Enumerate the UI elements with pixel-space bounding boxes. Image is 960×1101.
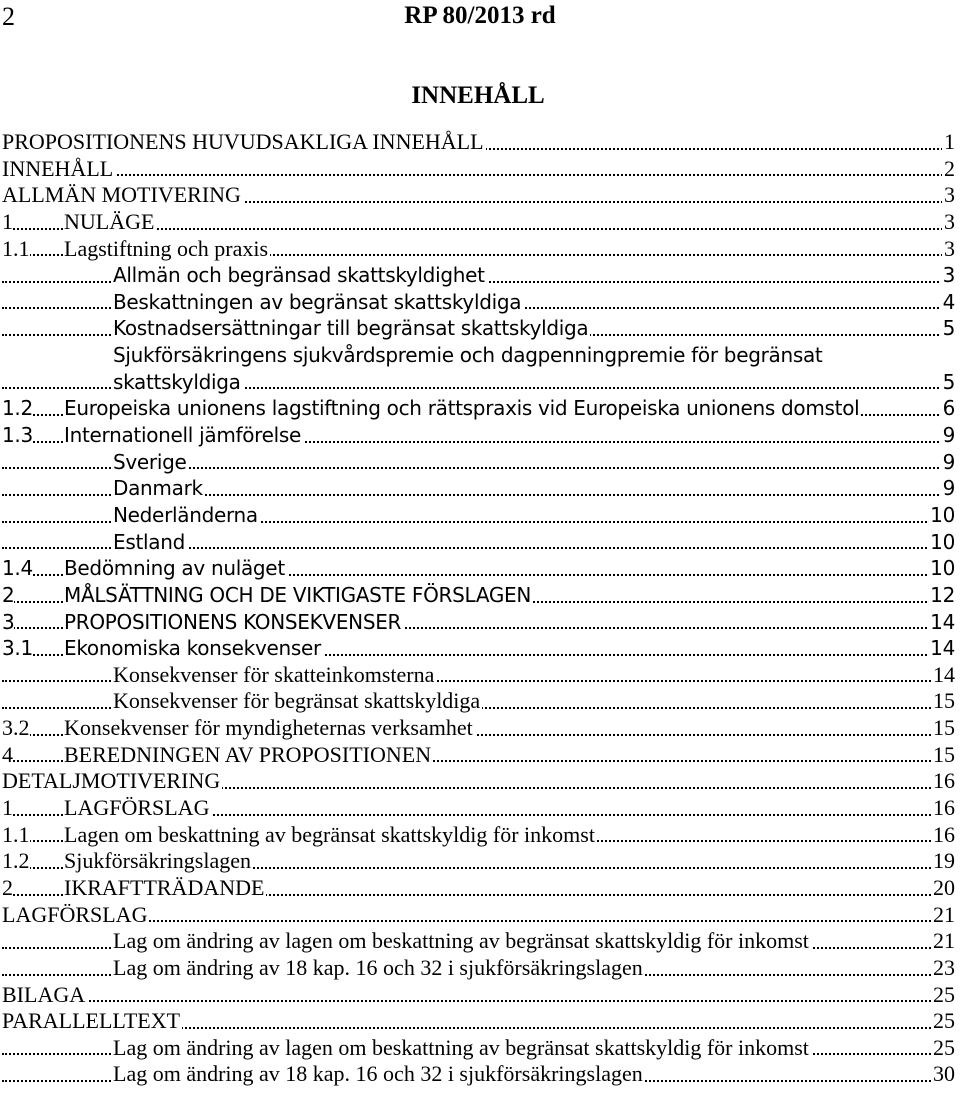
toc-entry-number: 1.1: [2, 821, 30, 847]
toc-entry-page: 9: [942, 476, 955, 501]
toc-entry-page: 14: [930, 609, 955, 634]
toc-entry[interactable]: [2, 502, 955, 529]
toc-entry[interactable]: [2, 262, 955, 289]
toc-entry[interactable]: [2, 529, 955, 556]
toc-entry-title: Allmän och begränsad skattskyldighet: [113, 263, 485, 288]
toc-entry[interactable]: [2, 182, 955, 209]
toc-entry-title: Sjukförsäkringslagen: [64, 848, 251, 874]
toc-entry-page: 10: [930, 502, 955, 527]
toc-entry-page: 25: [933, 1034, 955, 1060]
page-number: 2: [2, 2, 15, 31]
toc-entry[interactable]: [2, 555, 955, 582]
toc-entry-page: 30: [933, 1061, 955, 1087]
toc-entry[interactable]: [2, 315, 955, 342]
toc-entry-title: MÅLSÄTTNING OCH DE VIKTIGASTE FÖRSLAGEN: [64, 582, 532, 607]
toc-entry-number: 1.2: [2, 396, 33, 421]
toc-entry-number: 4: [2, 741, 13, 767]
toc-entry-page: 3: [944, 235, 955, 261]
toc-entry-title: PROPOSITIONENS KONSEKVENSER: [64, 609, 402, 634]
toc-entry-page: 4: [942, 289, 955, 314]
toc-entry[interactable]: [2, 1008, 955, 1035]
toc-entry-page: 2: [944, 155, 955, 181]
toc-entry[interactable]: [2, 156, 955, 183]
toc-entry[interactable]: [2, 662, 955, 689]
toc-entry-page: 25: [933, 981, 955, 1007]
toc-entry[interactable]: [2, 768, 955, 795]
toc-entry[interactable]: [2, 236, 955, 263]
toc-entry[interactable]: [2, 422, 955, 449]
dot-leader: [2, 174, 955, 176]
toc-entry-page: 9: [942, 449, 955, 474]
toc-entry[interactable]: [2, 795, 955, 822]
toc-entry-page: 10: [930, 529, 955, 554]
toc-entry-number: 2: [2, 582, 15, 607]
toc-entry-title: LAGFÖRSLAG: [2, 901, 148, 927]
toc-entry-page: 5: [942, 369, 955, 394]
toc-entry-title: Ekonomiska konsekvenser: [64, 636, 321, 661]
toc-entry[interactable]: [2, 395, 955, 422]
toc-entry[interactable]: [2, 848, 955, 875]
toc-entry-title: Lagstiftning och praxis: [64, 235, 269, 261]
dot-leader: [2, 1000, 955, 1002]
toc-entry[interactable]: [2, 289, 955, 316]
toc-entry-page: 9: [942, 423, 955, 448]
toc-entry-page: 14: [930, 636, 955, 661]
toc-entry-page: 5: [942, 316, 955, 341]
toc-entry-page: 1: [944, 129, 955, 154]
toc-entry[interactable]: [2, 1061, 955, 1088]
toc-entry[interactable]: [2, 369, 955, 396]
toc-entry-title: Sjukförsäkringens sjukvårdspremie och dagpenningpremie för begränsat: [113, 343, 823, 368]
toc-entry-title: Lag om ändring av 18 kap. 16 och 32 i sjukförsäkringslagen: [113, 954, 643, 980]
toc-entry[interactable]: [2, 955, 955, 982]
toc-entry-title: BILAGA: [2, 981, 86, 1007]
toc-entry-title: Konsekvenser för myndigheternas verksamhet: [64, 715, 473, 741]
toc-entry-title: Lagen om beskattning av begränsat skattskyldig för inkomst: [64, 821, 595, 847]
toc-heading: INNEHÅLL: [411, 82, 545, 109]
toc-entry[interactable]: [2, 475, 955, 502]
toc-entry-title: Nederländerna: [113, 502, 258, 527]
toc-entry-page: 3: [944, 182, 955, 208]
toc-entry-title: ALLMÄN MOTIVERING: [2, 182, 241, 208]
toc-entry-title: Lag om ändring av lagen om beskattning av begränsat skattskyldig för inkomst: [113, 1034, 809, 1060]
toc-entry[interactable]: [2, 742, 955, 769]
toc-entry-page: 15: [933, 741, 955, 767]
toc-entry-title: Bedömning av nuläget: [64, 556, 285, 581]
toc-entry-title: Internationell jämförelse: [64, 423, 302, 448]
toc-entry-title: skattskyldiga: [113, 369, 241, 394]
toc-entry-page: 16: [933, 795, 955, 821]
toc-entry-page: 16: [933, 821, 955, 847]
toc-entry-title: DETALJMOTIVERING: [2, 768, 221, 794]
toc-entry-page: 16: [933, 768, 955, 794]
toc-entry-page: 15: [933, 715, 955, 741]
toc-entry[interactable]: [2, 342, 955, 369]
toc-entry[interactable]: [2, 902, 955, 929]
toc-entry-title: Sverige: [113, 449, 187, 474]
toc-entry-page: 19: [933, 848, 955, 874]
toc-entry-page: 3: [942, 263, 955, 288]
toc-entry-number: 1.3: [2, 423, 33, 448]
toc-entry-number: 3.1: [2, 636, 33, 661]
toc-entry[interactable]: [2, 129, 955, 156]
toc-entry-number: 1.2: [2, 848, 30, 874]
toc-entry-title: Beskattningen av begränsat skattskyldiga: [113, 289, 522, 314]
toc-entry-title: BEREDNINGEN AV PROPOSITIONEN: [64, 741, 432, 767]
toc-entry-page: 21: [933, 901, 955, 927]
toc-entry-title: Lag om ändring av 18 kap. 16 och 32 i sjukförsäkringslagen: [113, 1061, 643, 1087]
toc-entry-number: 3.2: [2, 715, 30, 741]
toc-entry-title: INNEHÅLL: [2, 155, 114, 181]
toc-entry-page: 15: [933, 688, 955, 714]
toc-entry-number: 1.4: [2, 556, 33, 581]
toc-entry[interactable]: [2, 209, 955, 236]
toc-entry-title: Konsekvenser för skatteinkomsterna: [113, 661, 435, 687]
toc-entry[interactable]: [2, 715, 955, 742]
toc-entry-number: 1: [2, 208, 13, 234]
toc-entry-title: Lag om ändring av lagen om beskattning av begränsat skattskyldig för inkomst: [113, 928, 809, 954]
toc-entry-page: 12: [930, 582, 955, 607]
toc-entry-title: Estland: [113, 529, 185, 554]
toc-entry-page: 6: [942, 396, 955, 421]
toc-entry-title: NULÄGE: [64, 208, 155, 234]
toc-entry[interactable]: [2, 609, 955, 636]
toc-entry[interactable]: [2, 1035, 955, 1062]
toc-entry[interactable]: [2, 635, 955, 662]
toc-entry-page: 25: [933, 1008, 955, 1034]
toc-entry[interactable]: [2, 582, 955, 609]
toc-entry-page: 3: [944, 208, 955, 234]
toc-entry-number: 1: [2, 795, 13, 821]
toc-entry[interactable]: [2, 449, 955, 476]
toc-entry[interactable]: [2, 928, 955, 955]
toc-entry-page: 10: [930, 556, 955, 581]
toc-entry-title: IKRAFTTRÄDANDE: [64, 874, 265, 900]
table-of-contents: [2, 129, 955, 1088]
toc-entry[interactable]: [2, 982, 955, 1009]
toc-entry-page: 23: [933, 954, 955, 980]
toc-entry-title: Europeiska unionens lagstiftning och rättspraxis vid Europeiska unionens domstol: [64, 396, 860, 421]
toc-entry-number: 2: [2, 874, 13, 900]
toc-entry-number: 1.1: [2, 235, 30, 261]
toc-entry-title: Danmark: [113, 476, 203, 501]
toc-entry[interactable]: [2, 822, 955, 849]
toc-entry-title: Konsekvenser för begränsat skattskyldiga: [113, 688, 481, 714]
toc-entry[interactable]: [2, 688, 955, 715]
toc-entry-title: LAGFÖRSLAG: [64, 795, 210, 821]
toc-entry-page: 20: [933, 874, 955, 900]
toc-entry-title: Kostnadsersättningar till begränsat skattskyldiga: [113, 316, 589, 341]
toc-entry[interactable]: [2, 875, 955, 902]
toc-entry-title: PARALLELLTEXT: [2, 1008, 181, 1034]
toc-entry-title: PROPOSITIONENS HUVUDSAKLIGA INNEHÅLL: [2, 129, 484, 154]
toc-entry-page: 21: [933, 928, 955, 954]
toc-entry-number: 3: [2, 609, 15, 634]
toc-entry-page: 14: [933, 661, 955, 687]
document-id: RP 80/2013 rd: [404, 2, 556, 29]
